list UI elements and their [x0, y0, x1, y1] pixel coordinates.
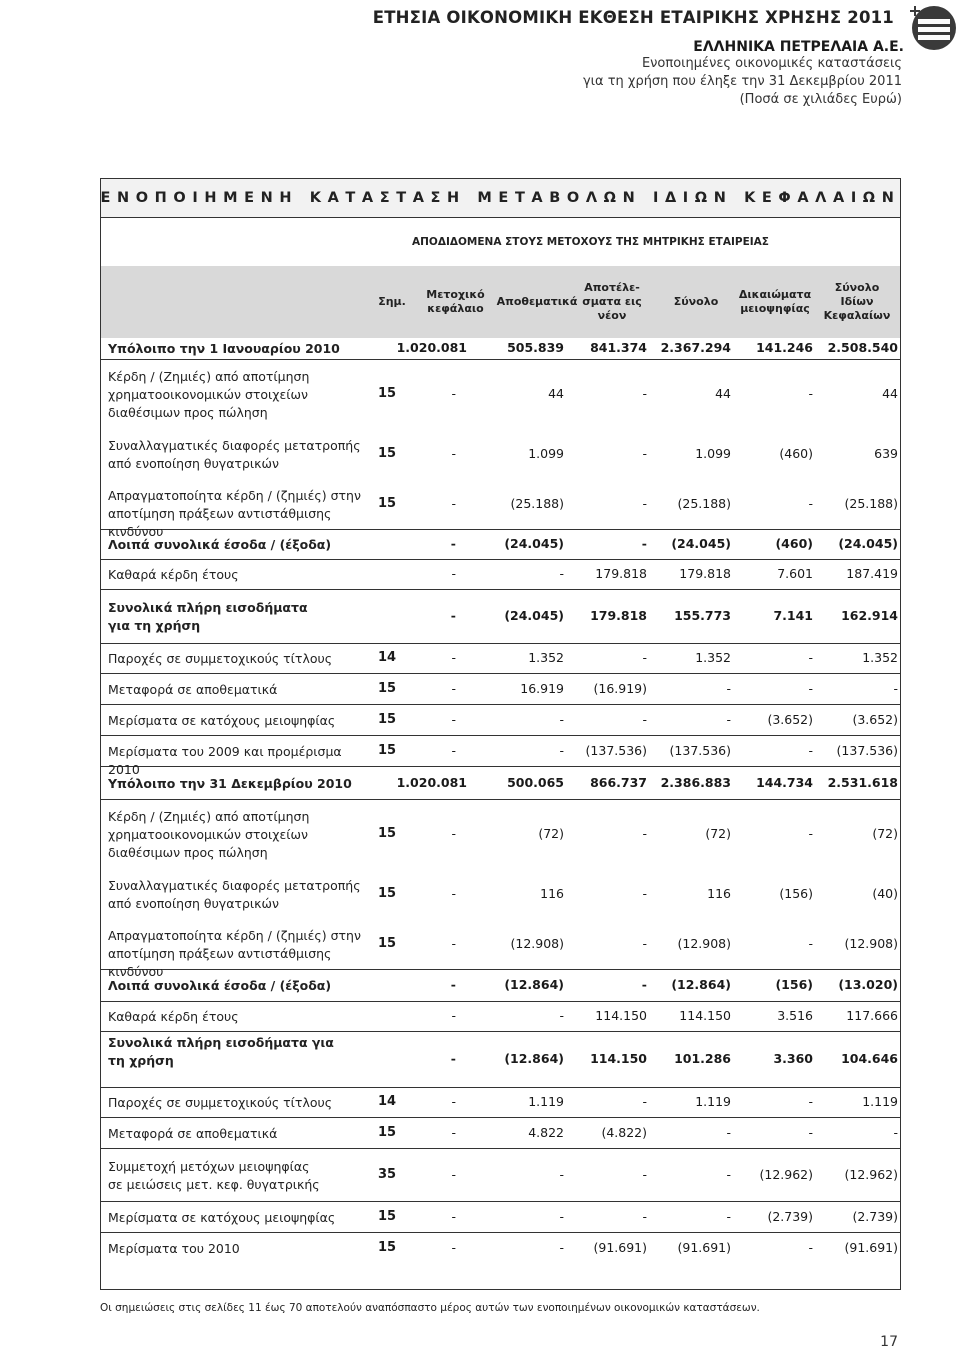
row-value: 2.508.540 [827, 340, 898, 355]
row-value: - [641, 536, 647, 551]
row-value: - [808, 936, 813, 951]
row-label: Λοιπά συνολικά έσοδα / (έξοδα) [108, 978, 332, 993]
row-label: Κέρδη / (Ζημιές) από αποτίμηση χρηματοοικονομικών στοιχείων διαθέσιμων προς πώληση [108, 809, 310, 860]
row-value: (156) [775, 977, 813, 992]
row-value: 4.822 [528, 1124, 564, 1140]
row-value: (3.652) [767, 711, 813, 727]
row-value: - [642, 650, 647, 665]
row-value: (156) [779, 886, 813, 901]
row-value: 3.360 [773, 1051, 813, 1066]
row-note: 15 [378, 711, 397, 727]
row-value: - [726, 680, 731, 696]
row-value: - [642, 936, 647, 951]
row-note: 15 [378, 1124, 397, 1140]
table-row [101, 430, 900, 480]
statement-title: ΕΝΟΠΟΙΗΜΕΝΗ ΚΑΤΑΣΤΑΣΗ ΜΕΤΑΒΟΛΩΝ ΙΔΙΩΝ ΚΕΦΑΛΑΙΩΝ [100, 178, 901, 218]
row-value: - [450, 536, 456, 551]
row-value: 117.666 [846, 1008, 898, 1023]
row-label: Συναλλαγματικές διαφορές μετατροπής από ενοποίηση θυγατρικών [108, 878, 361, 911]
row-value: (12.962) [844, 1166, 898, 1182]
row-note: 15 [378, 386, 397, 401]
subtitle-period: για τη χρήση που έληξε την 31 Δεκεμβρίου 2011 [582, 74, 902, 89]
row-label: Απραγματοποίητα κέρδη / (ζημιές) στην αποτίμηση πράξεων αντιστάθμισης κινδύνου [108, 928, 361, 979]
row-value: 116 [707, 886, 731, 901]
col-retained-earnings: Αποτέλε- σματα εις νέον [582, 281, 642, 322]
table-row [101, 705, 900, 736]
row-value: 1.099 [695, 446, 731, 461]
row-value: - [641, 977, 647, 992]
row-value: - [642, 1166, 647, 1182]
row-value: - [451, 680, 456, 696]
row-value: (3.652) [852, 711, 898, 727]
row-value: - [450, 1051, 456, 1066]
row-value: (40) [872, 886, 898, 901]
company-name: ΕΛΛΗΝΙΚΑ ΠΕΤΡΕΛΑΙΑ Α.Ε. [693, 39, 904, 55]
table-row [101, 970, 900, 1002]
row-value: 114.150 [595, 1008, 647, 1023]
row-value: - [451, 386, 456, 401]
row-value: 3.516 [777, 1008, 813, 1023]
row-value: 866.737 [590, 774, 647, 790]
row-value: - [559, 1239, 564, 1255]
table-row [101, 644, 900, 674]
row-value: (12.962) [759, 1166, 813, 1182]
col-note: Σημ. [378, 295, 406, 308]
row-value: 2.367.294 [660, 340, 731, 355]
row-value: (137.536) [585, 742, 647, 758]
row-value: (460) [779, 446, 813, 461]
row-label: Μερίσματα σε κατόχους μειοψηφίας [108, 712, 336, 728]
row-value: - [642, 886, 647, 901]
row-value: - [451, 936, 456, 951]
row-value: (25.188) [844, 496, 898, 511]
row-value: 841.374 [590, 340, 647, 355]
row-value: 2.531.618 [827, 774, 898, 790]
page-number: 17 [880, 1334, 898, 1350]
row-value: (12.908) [510, 936, 564, 951]
row-value: - [451, 446, 456, 461]
row-value: (24.045) [504, 536, 564, 551]
row-value: 1.352 [862, 650, 898, 665]
row-value: - [451, 1208, 456, 1224]
row-value: 114.150 [679, 1008, 731, 1023]
row-note: 15 [378, 886, 397, 901]
row-value: 44 [548, 386, 564, 401]
row-value: (137.536) [669, 742, 731, 758]
row-label: Συνολικά πλήρη εισοδήματα για τη χρήση [108, 1035, 334, 1068]
row-value: - [450, 608, 456, 623]
row-value: 44 [715, 386, 731, 401]
row-value: 2.386.883 [660, 774, 731, 790]
row-value: 505.839 [507, 340, 564, 355]
col-total-equity: Σύνολο Ιδίων Κεφαλαίων [823, 281, 891, 322]
row-value: - [808, 496, 813, 511]
row-value: 7.141 [773, 608, 813, 623]
row-value: 1.119 [528, 1094, 564, 1109]
row-value: (12.908) [844, 936, 898, 951]
row-value: (91.691) [677, 1239, 731, 1255]
row-value: (137.536) [836, 742, 898, 758]
row-value: - [726, 1124, 731, 1140]
row-label: Καθαρά κέρδη έτους [108, 1009, 239, 1024]
row-value: 104.646 [841, 1051, 898, 1066]
row-note: 15 [378, 936, 397, 951]
row-value: (91.691) [593, 1239, 647, 1255]
row-value: (12.864) [671, 977, 731, 992]
col-reserves: Αποθεματικά [496, 295, 578, 308]
table-row [101, 870, 900, 920]
row-value: 1.099 [528, 446, 564, 461]
row-value: 162.914 [841, 608, 898, 623]
row-value: - [642, 1094, 647, 1109]
row-value: - [893, 680, 898, 696]
table-row [101, 674, 900, 705]
row-value: 144.734 [756, 774, 813, 790]
row-label: Συνολικά πλήρη εισοδήματα για τη χρήση [108, 600, 308, 633]
col-total: Σύνολο [673, 295, 719, 308]
row-value: - [726, 1166, 731, 1182]
row-note: 15 [378, 1208, 397, 1224]
row-value: 155.773 [674, 608, 731, 623]
row-note: 35 [378, 1166, 397, 1182]
row-label: Απραγματοποίητα κέρδη / (ζημιές) στην αποτίμηση πράξεων αντιστάθμισης κινδύνου [108, 488, 361, 539]
row-value: 1.352 [528, 650, 564, 665]
row-value: (24.045) [838, 536, 898, 551]
attribution-band [100, 218, 901, 266]
row-value: - [808, 826, 813, 841]
table-row [101, 1202, 900, 1233]
row-value: (24.045) [671, 536, 731, 551]
row-value: 179.818 [590, 608, 647, 623]
row-value: - [559, 711, 564, 727]
row-value: 1.020.081 [396, 774, 467, 790]
row-value: (460) [775, 536, 813, 551]
row-label: Υπόλοιπο την 1 Ιανουαρίου 2010 [108, 341, 340, 356]
row-label: Μερίσματα σε κατόχους μειοψηφίας [108, 1209, 336, 1225]
row-value: - [451, 826, 456, 841]
row-value: 141.246 [756, 340, 813, 355]
row-value: - [808, 680, 813, 696]
row-value: (2.739) [767, 1208, 813, 1224]
row-value: - [726, 711, 731, 727]
row-value: - [808, 1094, 813, 1109]
row-value: - [642, 1208, 647, 1224]
table-row [101, 1088, 900, 1118]
row-value: - [451, 1239, 456, 1255]
row-value: (72) [538, 826, 564, 841]
row-value: - [451, 1124, 456, 1140]
subtitle-statements: Ενοποιημένες οικονομικές καταστάσεις [641, 56, 902, 71]
row-note: 15 [378, 680, 397, 696]
row-label: Συμμετοχή μετόχων μειοψηφίας σε μειώσεις μετ. κεφ. θυγατρικής [108, 1158, 320, 1192]
row-value: 639 [874, 446, 898, 461]
subtitle-currency: (Ποσά σε χιλιάδες Ευρώ) [739, 92, 902, 107]
row-value: (25.188) [677, 496, 731, 511]
col-share-capital: Μετοχικό κεφάλαιο [426, 288, 485, 315]
table-row [101, 530, 900, 560]
row-value: - [893, 1124, 898, 1140]
row-label: Υπόλοιπο την 31 Δεκεμβρίου 2010 [108, 775, 352, 791]
row-value: - [808, 742, 813, 758]
row-value: - [451, 650, 456, 665]
row-value: (2.739) [852, 1208, 898, 1224]
row-value: 114.150 [590, 1051, 647, 1066]
row-value: 1.119 [862, 1094, 898, 1109]
row-value: 101.286 [674, 1051, 731, 1066]
row-note: 15 [378, 496, 397, 511]
table-row [101, 1118, 900, 1149]
row-label: Καθαρά κέρδη έτους [108, 567, 239, 582]
row-value: 1.352 [695, 650, 731, 665]
row-value: - [451, 742, 456, 758]
row-value: - [808, 1124, 813, 1140]
row-value: 1.020.081 [396, 340, 467, 355]
row-value: - [642, 826, 647, 841]
row-value: - [808, 650, 813, 665]
attribution-label: ΑΠΟΔΙΔΟΜΕΝΑ ΣΤΟΥΣ ΜΕΤΟΧΟΥΣ ΤΗΣ ΜΗΤΡΙΚΗΣ ΕΤΑΙΡΕΙΑΣ [412, 236, 769, 248]
row-value: - [808, 386, 813, 401]
row-value: - [451, 711, 456, 727]
row-value: - [451, 1166, 456, 1182]
footnote: Οι σημειώσεις στις σελίδες 11 έως 70 αποτελούν αναπόσπαστο μέρος αυτών των ενοποιημένων οικονομικών καταστάσεων. [100, 1302, 760, 1314]
row-value: - [451, 566, 456, 581]
row-value: - [642, 386, 647, 401]
row-value: 179.818 [679, 566, 731, 581]
row-label: Λοιπά συνολικά έσοδα / (έξοδα) [108, 537, 332, 552]
row-note: 15 [378, 446, 397, 461]
row-value: - [642, 711, 647, 727]
row-value: - [450, 977, 456, 992]
row-label: Κέρδη / (Ζημιές) από αποτίμηση χρηματοοικονομικών στοιχείων διαθέσιμων προς πώληση [108, 369, 310, 420]
column-headers [100, 266, 901, 338]
row-value: - [726, 1208, 731, 1224]
row-label: Μεταφορά σε αποθεματικά [108, 1125, 278, 1141]
row-label: Μεταφορά σε αποθεματικά [108, 681, 278, 697]
row-value: - [559, 1008, 564, 1023]
row-value: 44 [882, 386, 898, 401]
row-value: 500.065 [507, 774, 564, 790]
row-label: Μερίσματα του 2009 και προμέρισμα 2010 [108, 743, 342, 777]
row-value: (25.188) [510, 496, 564, 511]
table-row [101, 920, 900, 979]
table-row [101, 1149, 900, 1202]
table-row [101, 1032, 900, 1088]
row-value: (13.020) [838, 977, 898, 992]
row-note: 14 [378, 650, 397, 665]
row-label: Παροχές σε συμμετοχικούς τίτλους [108, 651, 333, 666]
row-note: 15 [378, 742, 397, 758]
row-value: - [559, 1208, 564, 1224]
col-minority: Δικαιώματα μειοψηφίας [738, 288, 812, 315]
row-value: 1.119 [695, 1094, 731, 1109]
row-value: 16.919 [520, 680, 564, 696]
row-value: (12.908) [677, 936, 731, 951]
row-value: 7.601 [777, 566, 813, 581]
row-value: 179.818 [595, 566, 647, 581]
table-row [101, 767, 900, 800]
row-value: 187.419 [846, 566, 898, 581]
table-row [101, 480, 900, 539]
row-note: 14 [378, 1094, 397, 1109]
table-row [101, 338, 900, 360]
equity-changes-table [100, 338, 901, 1290]
row-value: - [451, 1008, 456, 1023]
row-note: 15 [378, 1239, 397, 1255]
row-value: - [642, 446, 647, 461]
row-value: - [559, 742, 564, 758]
table-row [101, 736, 900, 777]
row-value: (16.919) [593, 680, 647, 696]
table-row [101, 800, 900, 870]
row-value: - [451, 886, 456, 901]
row-note: 15 [378, 826, 397, 841]
row-value: - [559, 1166, 564, 1182]
row-value: (72) [872, 826, 898, 841]
row-value: (12.864) [504, 1051, 564, 1066]
table-row [101, 1002, 900, 1032]
row-value: (4.822) [601, 1124, 647, 1140]
row-label: Μερίσματα του 2010 [108, 1240, 240, 1256]
table-row [101, 560, 900, 590]
row-value: - [451, 496, 456, 511]
row-value: (91.691) [844, 1239, 898, 1255]
company-logo-icon [906, 2, 958, 54]
table-row [101, 360, 900, 430]
row-value: - [808, 1239, 813, 1255]
row-value: (72) [705, 826, 731, 841]
row-value: 116 [540, 886, 564, 901]
table-row [101, 1233, 900, 1264]
row-value: - [559, 566, 564, 581]
row-label: Παροχές σε συμμετοχικούς τίτλους [108, 1095, 333, 1110]
table-row [101, 590, 900, 644]
row-label: Συναλλαγματικές διαφορές μετατροπής από ενοποίηση θυγατρικών [108, 438, 361, 471]
row-value: - [642, 496, 647, 511]
row-value: (24.045) [504, 608, 564, 623]
row-value: - [451, 1094, 456, 1109]
report-title: ΕΤΗΣΙΑ ΟΙΚΟΝΟΜΙΚΗ ΕΚΘΕΣΗ ΕΤΑΙΡΙΚΗΣ ΧΡΗΣΗΣ 2011 [372, 8, 894, 27]
row-value: (12.864) [504, 977, 564, 992]
